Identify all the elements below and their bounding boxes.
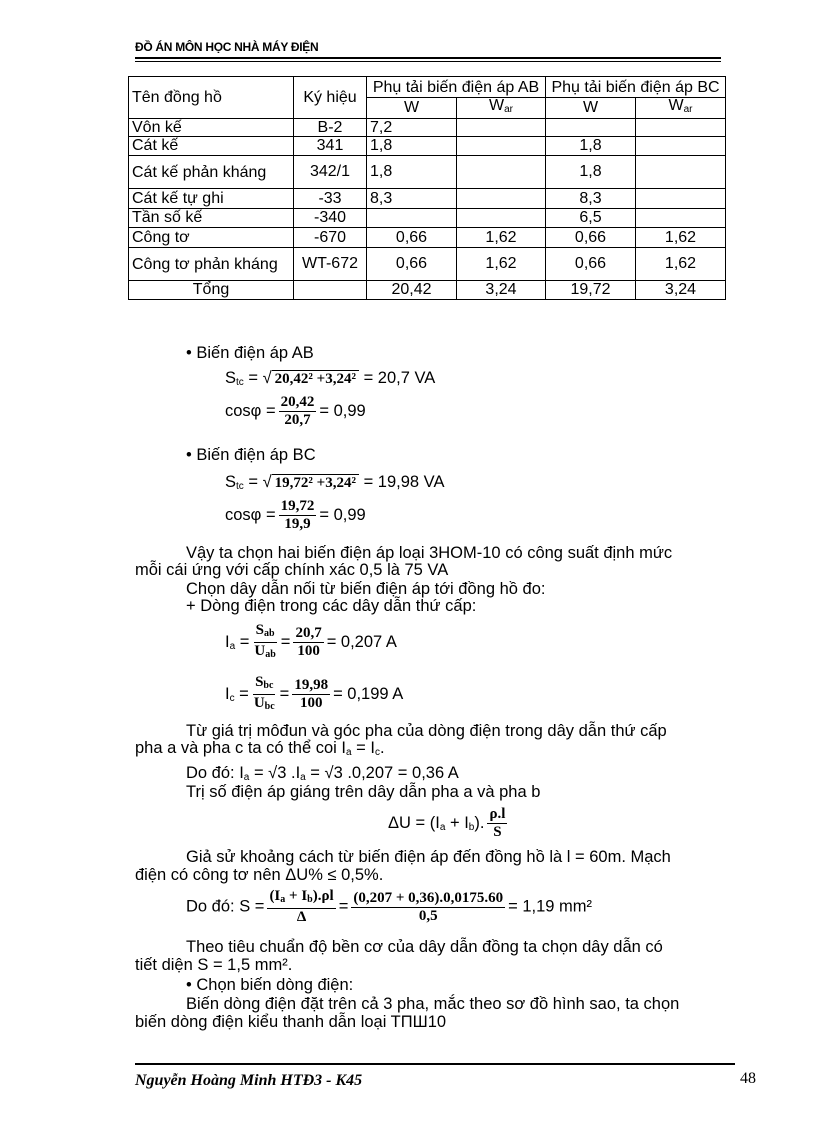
col-header-bc-var: $W_{ar}$ — [636, 98, 726, 119]
table-row: Cát kế 341 1,8 1,8 — [129, 137, 726, 156]
page-number: 48 — [740, 1070, 756, 1087]
bullet-ab: • Biến điện áp AB — [186, 344, 314, 362]
page-header: ĐỒ ÁN MÔN HỌC NHÀ MÁY ĐIỆN — [135, 40, 319, 54]
formula-cos-ab: cosφ = $\frac{20,42}{20,7}$ = 0,99 — [225, 394, 366, 428]
paragraph-6: Trị số điện áp giáng trên dây dẫn pha a và pha b — [186, 783, 541, 801]
table-row: Tần số kế -340 6,5 — [129, 209, 726, 228]
paragraph-7a: Giả sử khoảng cách từ biến điện áp đến đồng hồ là l = 60m. Mạch — [186, 848, 671, 866]
paragraph-5: Do đó: $I_a = √3$ $.I_a = √3$ .0,207 = 0,36 A — [186, 764, 459, 783]
paragraph-9: • Chọn biến dòng điện: — [186, 976, 354, 994]
formula-du: $\Delta U = (I_a + I_b)$. $\frac{\rho.l}{S}$ — [388, 806, 506, 840]
formula-stc-bc: $S_{tc}$ = √ 19,72² +3,24² = 19,98 VA — [225, 473, 445, 492]
paragraph-10a: Biến dòng điện đặt trên cả 3 pha, mắc theo sơ đồ hình sao, ta chọn — [186, 995, 680, 1013]
table-row: Cát kế phản kháng 342/1 1,8 1,8 — [129, 156, 726, 189]
paragraph-10b: biến dòng điện kiểu thanh dẫn loại TПШ10 — [135, 1013, 447, 1031]
paragraph-1a: Vậy ta chọn hai biến điện áp loại 3HOM-10 có công suất định mức — [186, 544, 673, 562]
header-rule-thin — [135, 61, 721, 62]
formula-ia: $I_a$ = $\frac{S_{ab}}{U_{ab}}$ = $\frac{20,7}{100}$ = 0,207 A — [225, 622, 397, 660]
meter-load-table — [128, 76, 726, 300]
col-header-ab-w: W — [367, 98, 457, 119]
bullet-bc: • Biến điện áp BC — [186, 446, 316, 464]
col-header-bc: Phụ tải biến điện áp BC — [546, 77, 726, 98]
paragraph-4b: pha a và pha c ta có thể coi $I_a = I_c$. — [135, 739, 385, 758]
formula-cos-bc: cosφ = $\frac{19,72}{19,9}$ = 0,99 — [225, 498, 366, 532]
paragraph-7b: điện có công tơ nên ΔU% ≤ 0,5%. — [135, 866, 384, 884]
paragraph-8a: Theo tiêu chuẩn độ bền cơ của dây dẫn đồng ta chọn dây dẫn có — [186, 938, 663, 956]
formula-stc-ab: $S_{tc}$ = √ 20,42² +3,24² = 20,7 VA — [225, 369, 436, 388]
formula-s: Do đó: S = $\frac{(I_a + I_b).\rho l}{\Delta}$ = $\frac{(0,207 + 0,36).0,0175.60}{0,5}$ = 1,19 mm² — [186, 888, 593, 925]
footer-author: Nguyễn Hoàng Minh HTĐ3 - K45 — [135, 1072, 363, 1089]
table-row: Cát kế tự ghi -33 8,3 8,3 — [129, 189, 726, 209]
paragraph-4a: Từ giá trị môđun và góc pha của dòng điện trong dây dẫn thứ cấp — [186, 722, 667, 740]
table-row: Công tơ -670 0,66 1,62 0,66 1,62 — [129, 228, 726, 248]
col-header-symbol: Ký hiệu — [294, 77, 367, 119]
table-total-row: Tổng 20,42 3,24 19,72 3,24 — [129, 281, 726, 300]
footer-rule — [135, 1063, 735, 1065]
col-header-name: Tên đồng hồ — [129, 77, 294, 119]
paragraph-8b: tiết diện S = 1,5 mm². — [135, 956, 293, 974]
table-row: Công tơ phản kháng WT-672 0,66 1,62 0,66 1,62 — [129, 248, 726, 281]
col-header-ab: Phụ tải biến điện áp AB — [367, 77, 546, 98]
formula-ic: $I_c$ = $\frac{S_{bc}}{U_{bc}}$ = $\frac{19,98}{100}$ = 0,199 A — [225, 674, 404, 712]
header-rule — [135, 57, 721, 59]
table-row: Vôn kế B-2 7,2 — [129, 119, 726, 137]
paragraph-3: + Dòng điện trong các dây dẫn thứ cấp: — [186, 597, 477, 615]
paragraph-2: Chọn dây dẫn nối từ biến điện áp tới đồng hồ đo: — [186, 580, 546, 598]
col-header-bc-w: W — [546, 98, 636, 119]
paragraph-1b: mỗi cái ứng với cấp chính xác 0,5 là 75 VA — [135, 561, 449, 579]
col-header-ab-var: $W_{ar}$ — [457, 98, 546, 119]
